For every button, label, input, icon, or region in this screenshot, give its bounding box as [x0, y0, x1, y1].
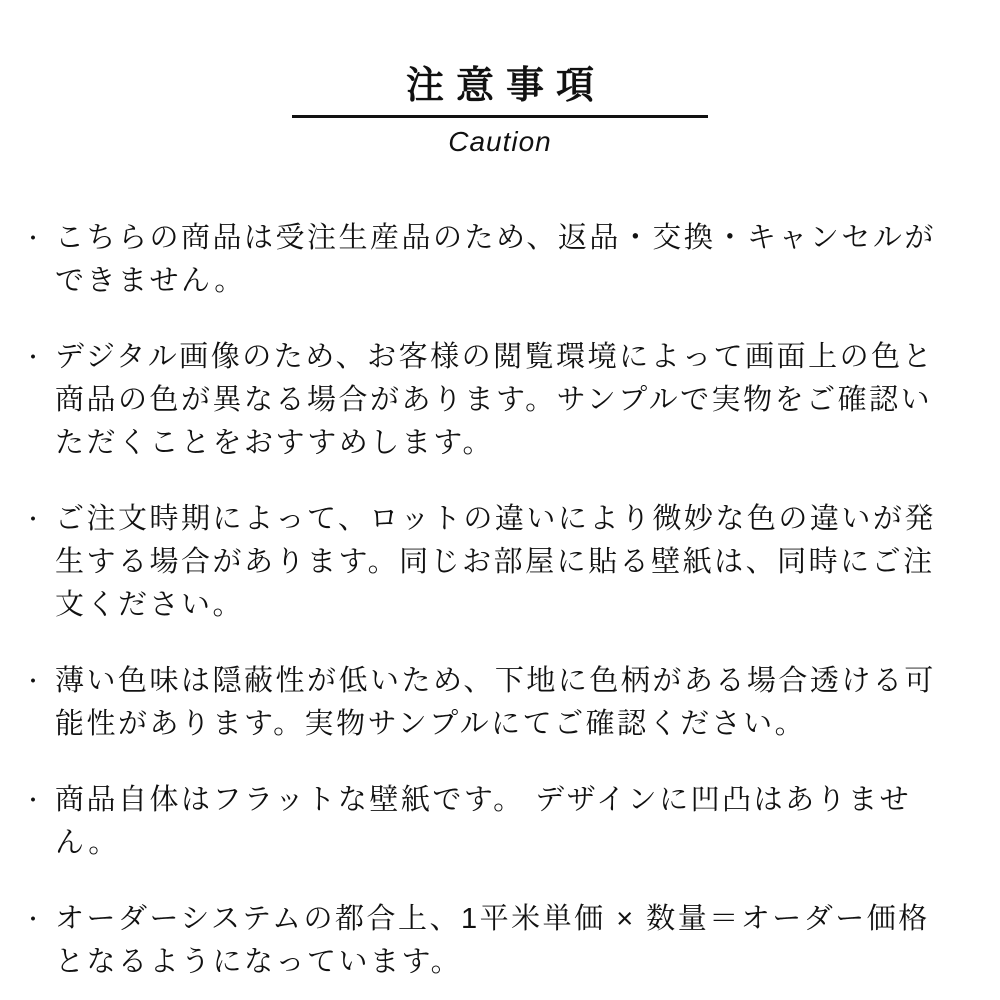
page-title: 注意事項 [405, 65, 606, 107]
list-item [22, 217, 1000, 303]
list-item [22, 498, 1000, 627]
bullet-icon: ・ [22, 345, 47, 370]
bullet-icon: ・ [22, 669, 47, 694]
bullet-icon: ・ [22, 788, 47, 813]
list-item [22, 898, 1000, 984]
bullet-icon: ・ [22, 226, 47, 251]
page-header [0, 62, 1000, 157]
list-item [22, 660, 1000, 746]
list-item-text: 薄い色味は隠蔽性が低いため、下地に色柄がある場合透ける可能性があります。実物サンプルにてご確認ください。 [55, 665, 936, 740]
list-item-text: デジタル画像のため、お客様の閲覧環境によって画面上の色と商品の色が異なる場合があります。サンプルで実物をご確認いただくことをおすすめします。 [55, 341, 935, 459]
list-item-text: こちらの商品は受注生産品のため、返品・交換・キャンセルができません。 [55, 222, 936, 297]
bullet-icon: ・ [22, 907, 47, 932]
caution-list [0, 217, 1000, 984]
list-item [22, 336, 1000, 465]
list-item [22, 779, 1000, 865]
list-item-text: 商品自体はフラットな壁紙です。 デザインに凹凸はありません。 [55, 784, 912, 859]
page-subtitle: Caution [448, 126, 552, 157]
title-divider [292, 115, 708, 118]
list-item-text: ご注文時期によって、ロットの違いにより微妙な色の違いが発生する場合があります。同じお部屋に貼る壁紙は、同時にご注文ください。 [55, 503, 936, 621]
bullet-icon: ・ [22, 507, 47, 532]
list-item-text: オーダーシステムの都合上、1平米単価 × 数量＝オーダー価格となるようになっています。 [55, 903, 930, 978]
